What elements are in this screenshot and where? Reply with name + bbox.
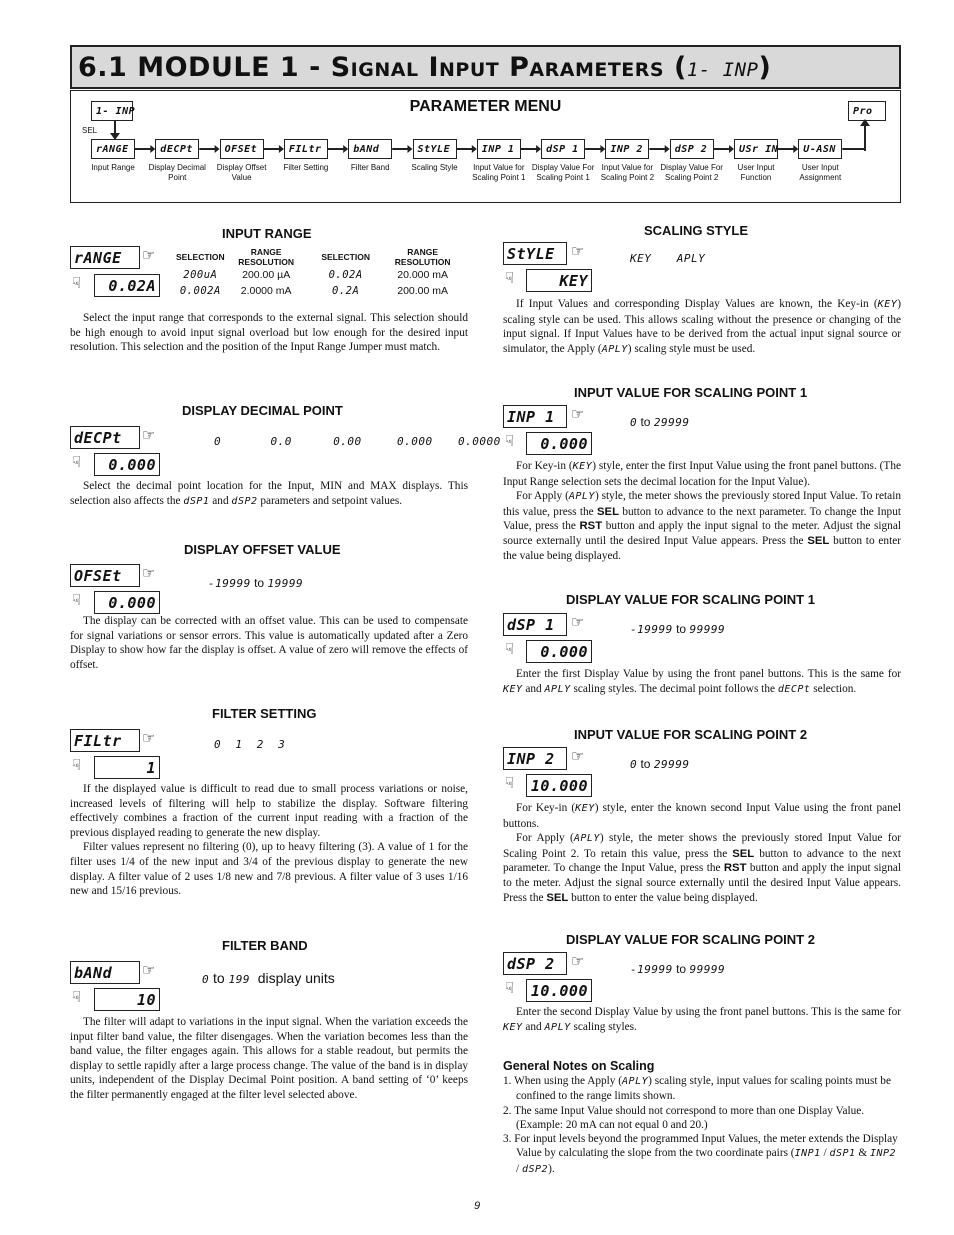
offset-range: -19999 to 19999 [208,576,304,590]
dsp2-title: DISPLAY VALUE FOR SCALING POINT 2 [566,932,815,947]
hand-down-icon: ☟ [72,591,82,609]
inp1-range: 0 to 29999 [630,415,690,429]
offset-title: DISPLAY OFFSET VALUE [184,542,341,557]
menu-param-label: Scaling Style [411,163,458,172]
menu-start-box: 1- INP [91,101,133,121]
dsp1-title: DISPLAY VALUE FOR SCALING POINT 1 [566,592,815,607]
inp2-param-display: INP 2 [503,747,567,770]
menu-param-label: Display Offset Value [216,163,267,182]
range-table: SELECTION RANGE RESOLUTION SELECTION RANGE RESOLUTION 200uA 200.00 µA 0.02A 20.000 mA 0.002A 2.0000 mA 0.2A 200.00 mA [172,247,458,299]
hand-right-icon: ☞ [142,729,156,747]
menu-param-box: FILtr [284,139,328,159]
menu-param-label: User Input Function [737,163,775,182]
dsp1-description: Enter the first Display Value by using the front panel buttons. This is the same for KEY and APLY scaling styles. The decimal point follows the dECPt selection. [503,668,901,695]
inp1-value-display: 0.000 [526,432,592,455]
decpt-param-display: dECPt [70,426,140,449]
menu-param-box: dSP 2 [670,139,714,159]
range-description: Select the input range that corresponds to the external signal. This selection should be high enough to avoid input signal overload but low enough for the desired input resolution. This selection and the position of the Input Range Jumper must match. [70,312,468,354]
inp2-description: For Key-in (KEY) style, enter the known second Input Value using the front panel buttons. For Apply (APLY) style, the meter shows the previously stored Input Value for Scaling Point 2. To retain this value, press the SEL button to advance to the next parameter. To change the Input Value, press the RST button and apply the input signal to the meter. Adjust the signal source externally until the desired Input Value appears. Press the SEL button to enter the value being displayed. [503,802,901,904]
section-title: 6.1 MODULE 1 - Signal Input Parameters (1- INP) [78,51,772,83]
dsp1-range: -19999 to 99999 [630,622,726,636]
style-value-display: KEY [526,269,592,292]
menu-param-label: Input Value for Scaling Point 2 [600,163,655,182]
dsp2-value-display: 10.000 [526,979,592,1002]
menu-end-box: Pro [848,101,886,121]
filter-value-display: 1 [94,756,160,779]
hand-down-icon: ☟ [505,979,515,997]
hand-down-icon: ☟ [72,274,82,292]
filter-description: If the displayed value is difficult to read due to small process variations or noise, increased levels of filtering will help to stabilize the display. Software filtering effectively combines a fraction of the current input reading with a fraction of the previous displayed reading to generate the new display. Filter values represent no filtering (0), up to heavy filtering (3). A value of 1 for the filter uses 1/4 of the new input and 3/4 of the previous display to generate the new display. A filter value of 2 uses 1/8 new and 7/8 previous. A filter value of 3 uses 1/16 new and 15/16 previous. [70,783,468,898]
range-value-display: 0.02A [94,274,160,297]
menu-param-label: Input Range [91,163,135,172]
general-notes-title: General Notes on Scaling [503,1059,655,1073]
menu-param-box: INP 1 [477,139,521,159]
general-notes-list [503,1074,901,1177]
decpt-title: DISPLAY DECIMAL POINT [182,403,343,418]
menu-param-box: bANd [348,139,392,159]
menu-heading: PARAMETER MENU [409,98,562,115]
table-row: 0.002A 2.0000 mA 0.2A 200.00 mA [179,285,449,297]
inp2-value-display: 10.000 [526,774,592,797]
menu-param-label: Filter Band [350,163,390,172]
band-range: 0 to 199 display units [202,970,335,986]
hand-down-icon: ☟ [505,640,515,658]
decpt-description: Select the decimal point location for the Input, MIN and MAX displays. This selection also affects the dSP1 and dSP2 parameters and setpoint values. [70,480,468,507]
menu-param-box: USr IN [734,139,778,159]
filter-title: FILTER SETTING [212,706,317,721]
decpt-options: 0 0.0 0.00 0.000 0.0000 [214,435,501,448]
title-code: 1- INP [686,58,759,81]
band-title: FILTER BAND [222,938,308,953]
page-number: 9 [473,1200,481,1212]
dsp2-param-display: dSP 2 [503,952,567,975]
hand-down-icon: ☟ [72,453,82,471]
hand-right-icon: ☞ [571,952,585,970]
inp2-range: 0 to 29999 [630,757,690,771]
hand-right-icon: ☞ [142,426,156,444]
menu-param-box: StYLE [413,139,457,159]
filter-param-display: FILtr [70,729,140,752]
range-param-display: rANGE [70,246,140,269]
hand-right-icon: ☞ [571,747,585,765]
inp1-description: For Key-in (KEY) style, enter the first Input Value using the front panel buttons. (The Input Range selection sets the decimal location for the Input Value). For Apply (APLY) style, the meter shows the previously stored Input Value. To retain this value, press the SEL button to advance to the next parameter. To change the Input Value, press the RST button and apply the input signal to the meter. Adjust the signal source externally until the desired Input Value appears. Press the SEL button to enter the value being displayed. [503,460,902,562]
menu-param-box: rANGE [91,139,135,159]
menu-param-box: OFSEt [220,139,264,159]
menu-param-label: Display Value For Scaling Point 1 [531,163,595,182]
dsp1-value-display: 0.000 [526,640,592,663]
menu-param-box: U-ASN [798,139,842,159]
hand-down-icon: ☟ [72,756,82,774]
style-description: If Input Values and corresponding Display Values are known, the Key-in (KEY) scaling style can be used. This allows scaling without the presence or changing of the input signal. If Input Values have to be derived from the actual input signal source or simulator, the Apply (APLY) scaling style must be used. [503,298,901,355]
inp1-param-display: INP 1 [503,405,567,428]
menu-param-label: Filter Setting [283,163,329,172]
dsp2-description: Enter the second Display Value by using the front panel buttons. This is the same for KEY and APLY scaling styles. [503,1006,901,1033]
offset-description: The display can be corrected with an offset value. This can be used to compensate for signal variations or sensor errors. This value is automatically updated after a Zero Display to show how far the display is offset. A value of zero will remove the effects of offset. [70,615,468,671]
parameter-menu [70,90,901,203]
hand-down-icon: ☟ [505,432,515,450]
list-item: 1. When using the Apply (APLY) scaling style, input values for scaling points must be confined to the range limits shown. [503,1075,891,1103]
style-title: SCALING STYLE [644,223,749,238]
offset-param-display: OFSEt [70,564,140,587]
hand-down-icon: ☟ [72,988,82,1006]
inp1-title: INPUT VALUE FOR SCALING POINT 1 [574,385,808,400]
menu-param-label: Display Decimal Point [148,163,206,182]
style-param-display: StYLE [503,242,567,265]
hand-right-icon: ☞ [142,961,156,979]
input-range-title: INPUT RANGE [222,226,312,241]
band-param-display: bANd [70,961,140,984]
table-row: 200uA 200.00 µA 0.02A 20.000 mA [183,269,449,281]
menu-param-label: User Input Assignment [799,163,842,182]
inp2-title: INPUT VALUE FOR SCALING POINT 2 [574,727,808,742]
hand-right-icon: ☞ [571,242,585,260]
list-item: 3. For input levels beyond the programmed Input Values, the meter extends the Display Value by calculating the slope from the two coordinate pairs (INP1 / dSP1 & INP2 / dSP2). [503,1133,898,1175]
sel-label: SEL [82,126,98,135]
band-description: The filter will adapt to variations in the input signal. When the variation exceeds the input filter band value, the filter disengages. When the variation becomes less than the band value, the filter engages again. This allows for a stable readout, but permits the display to settle rapidly after a large process change. The value of the band is in display units, independent of the Display Decimal Point position. A band setting of ‘0’ keeps the filter permanently engaged at the filter level selected above. [70,1016,468,1101]
hand-right-icon: ☞ [571,405,585,423]
band-value-display: 10 [94,988,160,1011]
menu-param-label: Display Value For Scaling Point 2 [660,163,723,182]
decpt-value-display: 0.000 [94,453,160,476]
list-item: 2. The same Input Value should not correspond to more than one Display Value. (Example: 20 mA can not equal 0 and 20.) [503,1104,865,1131]
menu-param-label: Input Value for Scaling Point 1 [472,163,526,182]
offset-value-display: 0.000 [94,591,160,614]
dsp1-param-display: dSP 1 [503,613,567,636]
hand-right-icon: ☞ [142,246,156,264]
dsp2-range: -19999 to 99999 [630,962,726,976]
hand-down-icon: ☟ [505,774,515,792]
menu-param-box: dECPt [155,139,199,159]
section-title-bar [70,45,901,89]
hand-right-icon: ☞ [571,613,585,631]
menu-param-box: dSP 1 [541,139,585,159]
hand-down-icon: ☟ [505,269,515,287]
hand-right-icon: ☞ [142,564,156,582]
filter-options: 0 1 2 3 [214,738,286,751]
menu-param-box: INP 2 [605,139,649,159]
style-options: KEY APLY [630,252,706,265]
